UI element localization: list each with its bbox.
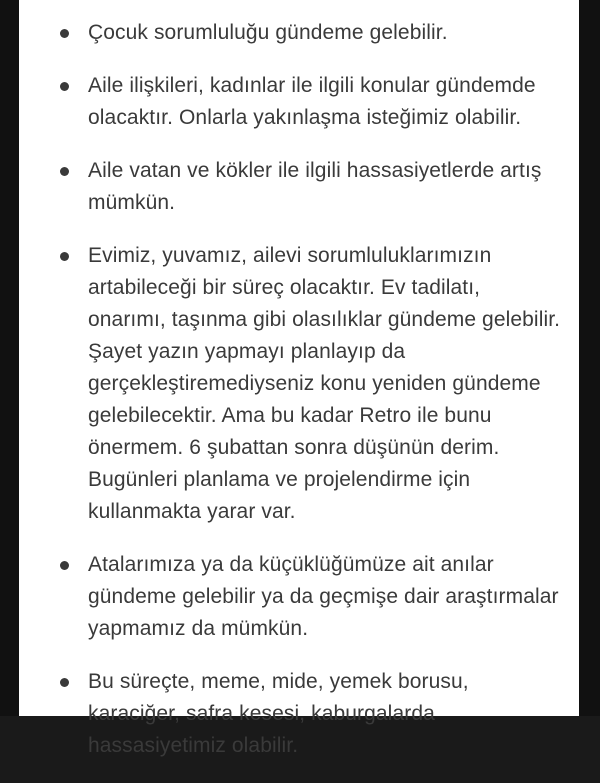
bullet-icon [60,167,69,176]
list-item-text: Atalarımıza ya da küçüklüğümüze ait anılar gündeme gelebilir ya da geçmişe dair araştırmalar yapmamız da mümkün. [88,553,559,640]
bullet-icon [60,678,69,687]
list-item-text: Aile ilişkileri, kadınlar ile ilgili konular gündemde olacaktır. Onlarla yakınlaşma isteğimiz olabilir. [88,74,536,129]
left-dark-edge [0,0,19,716]
right-dark-edge [579,0,600,716]
document-page [19,0,579,757]
list-item-text: Bu süreçte, meme, mide, yemek borusu, karaciğer, safra kesesi, kaburgalarda hassasiyetimiz olabilir. [88,670,469,757]
bullet-icon [60,561,69,570]
list-item [19,666,579,762]
list-item-text: Çocuk sorumluluğu gündeme gelebilir. [88,21,448,44]
list-item [19,70,579,134]
list-item [19,549,579,645]
list-item-text: Aile vatan ve kökler ile ilgili hassasiyetlerde artış mümkün. [88,159,542,214]
list-item [19,240,579,528]
bullet-icon [60,252,69,261]
list-item [19,155,579,219]
list-item-text: Evimiz, yuvamız, ailevi sorumluluklarımızın artabileceği bir süreç olacaktır. Ev tadilatı, onarımı, taşınma gibi olasılıklar gündeme gelebilir. Şayet yazın yapmayı planlayıp da gerçekleştiremediyseniz konu yeniden gündeme gelebilecektir. Ama bu kadar Retro ile bunu önermem. 6 şubattan sonra düşünün derim. Bugünleri planlama ve projelendirme için kullanmakta yarar var. [88,244,561,523]
bullet-icon [60,82,69,91]
list-item [19,17,579,49]
bullet-list [19,17,579,783]
bullet-icon [60,29,69,38]
